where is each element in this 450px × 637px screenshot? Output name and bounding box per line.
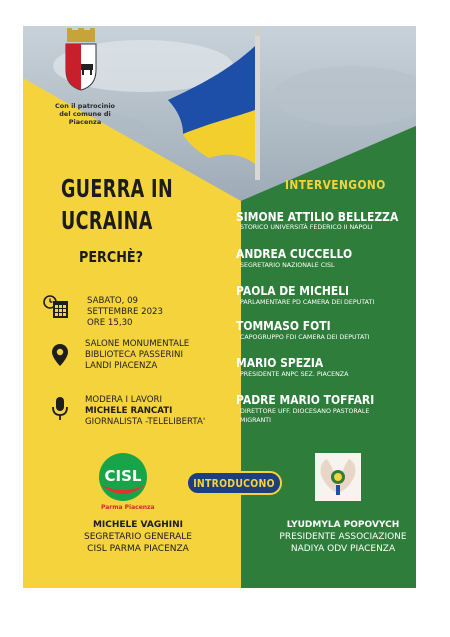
event-moderator [85, 395, 205, 428]
title-line3: PERCHÈ? [79, 248, 144, 266]
introducer-name: MICHELE VAGHINI [92, 520, 184, 530]
patronage-line3: Piacenza [68, 118, 102, 126]
speaker-role: CAPOGRUPPO FDI CAMERA DEI DEPUTATI [240, 334, 370, 341]
moderator-name: MICHELE RANCATI [85, 406, 173, 416]
event-poster [23, 26, 416, 588]
date-line3: ORE 15,30 [87, 318, 133, 328]
introducer-nadiya [268, 519, 416, 555]
cisl-logo-icon [93, 451, 153, 511]
introducono-badge [186, 471, 282, 495]
speaker-name: SIMONE ATTILIO BELLEZZA [236, 209, 399, 224]
location-pin-icon [47, 342, 73, 368]
event-venue [85, 339, 189, 372]
flagpole [255, 30, 260, 180]
cisl-sub-label: Parma Piacenza [101, 504, 155, 511]
speaker-role: PARLAMENTARE PD CAMERA DEI DEPUTATI [240, 299, 375, 306]
event-date [87, 296, 163, 329]
speaker-name: MARIO SPEZIA [236, 355, 324, 370]
speaker-name: PAOLA DE MICHELI [236, 283, 350, 298]
patronage-line2: del comune di [59, 110, 111, 118]
speaker-role: SEGRETARIO NAZIONALE CISL [240, 262, 335, 269]
introducer-role: PRESIDENTE ASSOCIAZIONE [279, 532, 407, 542]
cisl-logo-text: CISL [104, 467, 142, 485]
speaker-role: STORICO UNIVERSITÀ FEDERICO II NAPOLI [240, 224, 373, 231]
introducer-org: NADIYA ODV PIACENZA [290, 544, 396, 554]
speaker-name: TOMMASO FOTI [236, 318, 331, 333]
venue-line2: BIBLIOTECA PASSERINI [85, 350, 184, 360]
nadiya-logo-icon [315, 453, 361, 501]
venue-line1: SALONE MONUMENTALE [85, 339, 190, 349]
speaker-role: DIRETTORE UFF. DIOCESANO PASTORALE [240, 408, 370, 415]
crest-icon [63, 28, 99, 92]
moderator-line3: GIORNALISTA -TELELIBERTA' [85, 417, 206, 427]
introducono-label: INTRODUCONO [193, 476, 275, 490]
calendar-icon [43, 294, 69, 320]
introducer-cisl [63, 519, 213, 555]
venue-line3: LANDI PIACENZA [85, 361, 158, 371]
speaker-role-line2: MIGRANTI [240, 417, 272, 424]
title-line1: GUERRA IN [61, 174, 174, 203]
speakers-heading: INTERVENGONO [285, 177, 386, 192]
moderator-line1: MODERA I LAVORI [85, 395, 163, 405]
speaker-name: PADRE MARIO TOFFARI [236, 392, 375, 407]
speaker-role: PRESIDENTE ANPC SEZ. PIACENZA [240, 371, 349, 378]
introducer-role: SEGRETARIO GENERALE [84, 532, 192, 542]
introducer-org: CISL PARMA PIACENZA [87, 544, 189, 554]
speaker-name: ANDREA CUCCELLO [236, 246, 353, 261]
title-line2: UCRAINA [61, 206, 153, 235]
patronage-text [45, 102, 125, 126]
patronage-line1: Con il patrocinio [54, 102, 116, 110]
introducer-name: LYUDMYLA POPOVYCH [286, 520, 400, 530]
date-line1: SABATO, 09 [87, 296, 139, 306]
microphone-icon [47, 396, 73, 422]
date-line2: SETTEMBRE 2023 [87, 307, 163, 317]
